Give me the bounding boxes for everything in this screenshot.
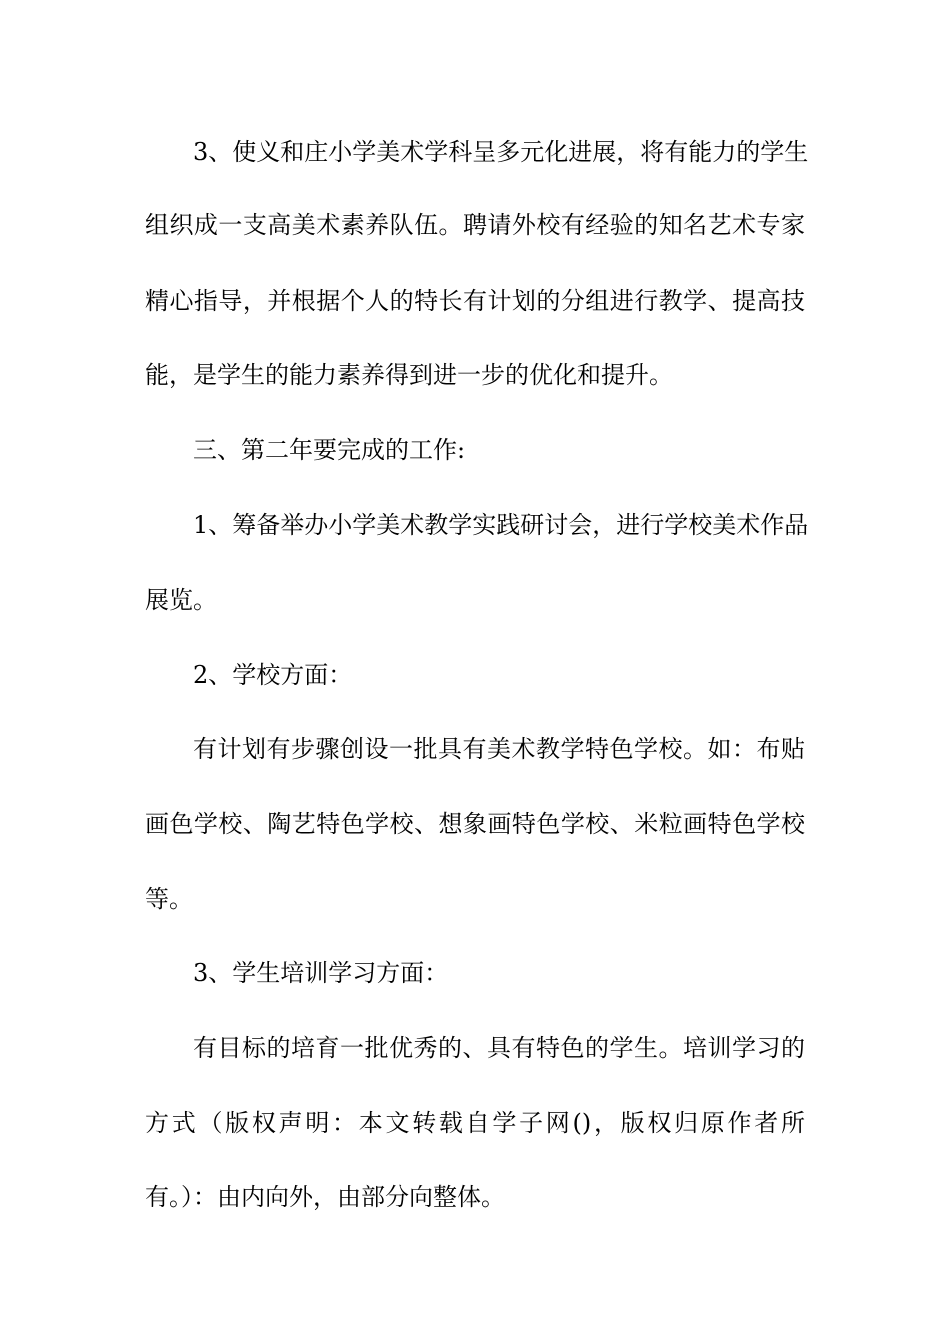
- paragraph-line: 等。: [145, 885, 193, 913]
- paragraph-line: 有。）：由内向外，由部分向整体。: [145, 1183, 505, 1211]
- subheading: 2、学校方面：: [193, 661, 353, 689]
- subheading: 3、学生培训学习方面：: [193, 959, 449, 987]
- paragraph-line: 精心指导，并根据个人的特长有计划的分组进行教学、提高技: [145, 287, 805, 315]
- paragraph-line: 有计划有步骤创设一批具有美术教学特色学校。如：布贴: [193, 735, 805, 763]
- paragraph-line: 3、使义和庄小学美术学科呈多元化进展，将有能力的学生: [193, 138, 809, 166]
- paragraph-line: 能，是学生的能力素养得到进一步的优化和提升。: [145, 361, 673, 389]
- paragraph-line: 方式（版权声明：本文转载自学子网()，版权归原作者所: [145, 1109, 805, 1137]
- paragraph-line: 展览。: [145, 586, 217, 614]
- section-heading: 三、第二年要完成的工作:: [193, 436, 466, 464]
- paragraph-line: 1、筹备举办小学美术教学实践研讨会，进行学校美术作品: [193, 511, 809, 539]
- paragraph-line: 画色学校、陶艺特色学校、想象画特色学校、米粒画特色学校: [145, 810, 805, 838]
- paragraph-line: 有目标的培育一批优秀的、具有特色的学生。培训学习的: [193, 1034, 805, 1062]
- paragraph-line: 组织成一支高美术素养队伍。聘请外校有经验的知名艺术专家: [145, 211, 805, 239]
